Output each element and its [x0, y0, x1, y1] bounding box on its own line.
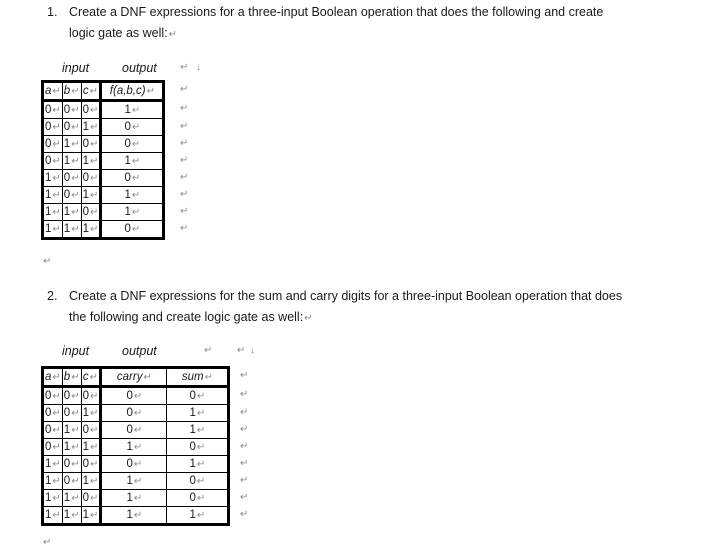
table-row — [43, 473, 229, 490]
table-cell: 1↵ — [81, 153, 101, 170]
cell-mark-icon: ↵ — [52, 122, 61, 133]
table-cell: 1↵ — [101, 187, 164, 204]
table-cell: 0↵ — [167, 387, 229, 405]
row-end-mark-icon: ↵ — [240, 406, 249, 418]
table-cell: 1↵ — [81, 187, 101, 204]
cell-mark-icon: ↵ — [52, 391, 61, 402]
table-2-header-mark2-icon: ↵ — [237, 345, 246, 356]
table-cell: 0↵ — [62, 405, 81, 422]
table-cell: 1↵ — [62, 507, 81, 525]
table-cell: 0↵ — [62, 119, 81, 136]
table-cell: 0↵ — [167, 490, 229, 507]
cell-mark-icon: ↵ — [71, 510, 80, 521]
cell-mark-icon: ↵ — [133, 442, 143, 453]
column-header: c↵ — [81, 82, 101, 101]
table-cell: 0↵ — [62, 473, 81, 490]
table-cell: 0↵ — [43, 101, 63, 119]
cell-mark-icon: ↵ — [90, 105, 99, 116]
row-end-mark-icon: ↵ — [240, 457, 249, 469]
table-cell: 1↵ — [167, 456, 229, 473]
row-end-mark-icon: ↵ — [180, 205, 189, 217]
cell-mark-icon: ↵ — [196, 476, 206, 487]
table-cell: 1↵ — [62, 490, 81, 507]
table-row — [43, 405, 229, 422]
row-end-mark-icon: ↵ — [180, 154, 189, 166]
table-row — [43, 422, 229, 439]
cell-mark-icon: ↵ — [131, 105, 141, 116]
table-header-row — [43, 82, 164, 101]
cell-mark-icon: ↵ — [196, 391, 206, 402]
row-end-mark-icon: ↵ — [240, 388, 249, 400]
column-header: carry↵ — [101, 368, 167, 387]
table-row — [43, 101, 164, 119]
cell-mark-icon: ↵ — [90, 173, 99, 184]
paragraph-mark-icon: ↵ — [304, 313, 313, 324]
table-cell: 1↵ — [81, 473, 101, 490]
cell-mark-icon: ↵ — [90, 122, 99, 133]
table-row — [43, 153, 164, 170]
column-header: f(a,b,c)↵ — [101, 82, 164, 101]
cell-mark-icon: ↵ — [133, 459, 143, 470]
cell-mark-icon: ↵ — [52, 510, 61, 521]
cell-mark-icon: ↵ — [133, 425, 143, 436]
paragraph-mark-icon: ↵ — [43, 537, 52, 548]
table-cell: 0↵ — [43, 405, 63, 422]
table-cell: 0↵ — [62, 187, 81, 204]
table-cell: 1↵ — [62, 439, 81, 456]
table-cell: 1↵ — [81, 439, 101, 456]
cell-mark-icon: ↵ — [71, 156, 80, 167]
row-end-mark-icon: ↵ — [240, 369, 249, 381]
table-cell: 0↵ — [62, 387, 81, 405]
table-cell: 1↵ — [62, 422, 81, 439]
cell-mark-icon: ↵ — [71, 122, 80, 133]
table-cell: 1↵ — [101, 153, 164, 170]
cell-mark-icon: ↵ — [90, 510, 99, 521]
cell-mark-icon: ↵ — [90, 207, 99, 218]
column-header: a↵ — [43, 82, 63, 101]
cell-mark-icon: ↵ — [71, 476, 80, 487]
cell-mark-icon: ↵ — [133, 510, 143, 521]
table-cell: 1↵ — [101, 101, 164, 119]
row-end-mark-icon: ↵ — [240, 423, 249, 435]
table-cell: 0↵ — [81, 101, 101, 119]
table-header-row — [43, 368, 229, 387]
table-row — [43, 490, 229, 507]
table-cell: 1↵ — [81, 221, 101, 239]
question-1-line-1: Create a DNF expressions for a three-input Boolean operation that does the following and create — [69, 5, 604, 19]
cell-mark-icon: ↵ — [52, 442, 61, 453]
cell-mark-icon: ↵ — [133, 476, 143, 487]
cell-mark-icon: ↵ — [146, 86, 155, 97]
table-cell: 0↵ — [81, 387, 101, 405]
question-2 — [47, 286, 697, 328]
table-cell: 0↵ — [101, 119, 164, 136]
truth-table-1 — [41, 80, 165, 240]
cell-mark-icon: ↵ — [90, 156, 99, 167]
table-row — [43, 204, 164, 221]
truth-table-2 — [41, 366, 230, 526]
cell-mark-icon: ↵ — [71, 105, 80, 116]
table-cell: 1↵ — [43, 204, 63, 221]
table-cell: 1↵ — [62, 136, 81, 153]
table-cell: 1↵ — [101, 204, 164, 221]
table-cell: 0↵ — [43, 387, 63, 405]
table-cell: 0↵ — [101, 456, 167, 473]
cell-mark-icon: ↵ — [52, 105, 61, 116]
question-1-text — [69, 2, 669, 45]
table-row — [43, 136, 164, 153]
cell-mark-icon: ↵ — [90, 459, 99, 470]
table-1-output-label: output — [122, 61, 157, 75]
cell-mark-icon: ↵ — [71, 408, 80, 419]
table-cell: 0↵ — [81, 422, 101, 439]
table-cell: 0↵ — [62, 456, 81, 473]
table-cell: 0↵ — [167, 473, 229, 490]
row-end-mark-icon: ↵ — [240, 491, 249, 503]
table-cell: 0↵ — [101, 387, 167, 405]
table-1-header-arrow-icon: ↓ — [196, 62, 201, 73]
table-1-input-label: input — [62, 61, 90, 75]
table-cell: 1↵ — [167, 422, 229, 439]
cell-mark-icon: ↵ — [52, 459, 61, 470]
paragraph-mark-icon: ↵ — [168, 29, 178, 40]
cell-mark-icon: ↵ — [90, 391, 99, 402]
cell-mark-icon: ↵ — [52, 408, 61, 419]
table-cell: 0↵ — [101, 422, 167, 439]
table-row — [43, 187, 164, 204]
column-header: a↵ — [43, 368, 63, 387]
table-row — [43, 170, 164, 187]
cell-mark-icon: ↵ — [52, 173, 61, 184]
row-end-mark-icon: ↵ — [240, 440, 249, 452]
cell-mark-icon: ↵ — [90, 425, 99, 436]
table-cell: 1↵ — [62, 204, 81, 221]
cell-mark-icon: ↵ — [131, 156, 141, 167]
table-row — [43, 456, 229, 473]
table-row — [43, 439, 229, 456]
cell-mark-icon: ↵ — [196, 459, 206, 470]
cell-mark-icon: ↵ — [204, 372, 213, 383]
column-header: sum↵ — [167, 368, 229, 387]
table-cell: 1↵ — [81, 405, 101, 422]
table-cell: 0↵ — [81, 170, 101, 187]
table-cell: 0↵ — [62, 101, 81, 119]
table-cell: 1↵ — [62, 153, 81, 170]
table-row — [43, 221, 164, 239]
column-header: c↵ — [81, 368, 101, 387]
question-2-line-2: the following and create logic gate as well: — [69, 310, 304, 324]
table-cell: 0↵ — [101, 136, 164, 153]
table-cell: 0↵ — [43, 136, 63, 153]
cell-mark-icon: ↵ — [71, 190, 80, 201]
table-cell: 0↵ — [81, 456, 101, 473]
table-cell: 1↵ — [43, 473, 63, 490]
table-cell: 0↵ — [81, 490, 101, 507]
table-cell: 0↵ — [101, 405, 167, 422]
cell-mark-icon: ↵ — [52, 86, 61, 97]
cell-mark-icon: ↵ — [90, 190, 99, 201]
question-2-number: 2. — [47, 289, 58, 303]
question-2-line-1: Create a DNF expressions for the sum and carry digits for a three-input Boolean operation that does — [69, 289, 623, 303]
table-cell: 1↵ — [43, 490, 63, 507]
column-header: b↵ — [62, 368, 81, 387]
cell-mark-icon: ↵ — [196, 425, 206, 436]
table-row — [43, 507, 229, 525]
cell-mark-icon: ↵ — [131, 207, 141, 218]
row-end-mark-icon: ↵ — [180, 137, 189, 149]
cell-mark-icon: ↵ — [133, 391, 143, 402]
cell-mark-icon: ↵ — [131, 122, 141, 133]
paragraph-mark-icon: ↵ — [43, 256, 52, 267]
cell-mark-icon: ↵ — [133, 408, 143, 419]
question-1 — [47, 2, 697, 44]
cell-mark-icon: ↵ — [52, 493, 61, 504]
table-cell: 1↵ — [43, 507, 63, 525]
cell-mark-icon: ↵ — [131, 139, 141, 150]
table-cell: 0↵ — [62, 170, 81, 187]
table-cell: 1↵ — [62, 221, 81, 239]
cell-mark-icon: ↵ — [131, 224, 141, 235]
cell-mark-icon: ↵ — [52, 207, 61, 218]
cell-mark-icon: ↵ — [71, 207, 80, 218]
cell-mark-icon: ↵ — [71, 139, 80, 150]
table-cell: 1↵ — [43, 170, 63, 187]
table-cell: 0↵ — [167, 439, 229, 456]
table-cell: 0↵ — [43, 153, 63, 170]
cell-mark-icon: ↵ — [71, 86, 80, 97]
cell-mark-icon: ↵ — [71, 442, 80, 453]
table-cell: 1↵ — [43, 221, 63, 239]
table-2-input-label: input — [62, 344, 90, 358]
table-cell: 0↵ — [101, 170, 164, 187]
table-cell: 1↵ — [81, 507, 101, 525]
table-2-output-label: output — [122, 344, 157, 358]
cell-mark-icon: ↵ — [90, 442, 99, 453]
row-end-mark-icon: ↵ — [180, 102, 189, 114]
row-end-mark-icon: ↵ — [240, 508, 249, 520]
table-1-header-mark-icon: ↵ — [180, 62, 189, 73]
table-cell: 1↵ — [43, 456, 63, 473]
row-end-mark-icon: ↵ — [180, 120, 189, 132]
question-1-number: 1. — [47, 5, 58, 19]
cell-mark-icon: ↵ — [143, 372, 152, 383]
cell-mark-icon: ↵ — [90, 224, 99, 235]
table-cell: 1↵ — [81, 119, 101, 136]
cell-mark-icon: ↵ — [90, 139, 99, 150]
row-end-mark-icon: ↵ — [180, 222, 189, 234]
table-row — [43, 387, 229, 405]
cell-mark-icon: ↵ — [90, 408, 99, 419]
table-cell: 0↵ — [81, 136, 101, 153]
table-cell: 1↵ — [101, 439, 167, 456]
table-cell: 0↵ — [81, 204, 101, 221]
cell-mark-icon: ↵ — [52, 190, 61, 201]
table-cell: 1↵ — [101, 507, 167, 525]
table-cell: 0↵ — [43, 439, 63, 456]
cell-mark-icon: ↵ — [131, 173, 141, 184]
table-cell: 1↵ — [101, 490, 167, 507]
cell-mark-icon: ↵ — [52, 372, 61, 383]
cell-mark-icon: ↵ — [90, 476, 99, 487]
table-cell: 0↵ — [43, 422, 63, 439]
cell-mark-icon: ↵ — [196, 493, 206, 504]
cell-mark-icon: ↵ — [71, 459, 80, 470]
cell-mark-icon: ↵ — [89, 372, 99, 383]
cell-mark-icon: ↵ — [131, 190, 141, 201]
cell-mark-icon: ↵ — [71, 173, 80, 184]
row-end-mark-icon: ↵ — [180, 171, 189, 183]
cell-mark-icon: ↵ — [71, 493, 80, 504]
table-cell: 1↵ — [101, 473, 167, 490]
cell-mark-icon: ↵ — [196, 408, 206, 419]
table-cell: 1↵ — [43, 187, 63, 204]
cell-mark-icon: ↵ — [196, 510, 206, 521]
cell-mark-icon: ↵ — [196, 442, 206, 453]
cell-mark-icon: ↵ — [71, 224, 80, 235]
cell-mark-icon: ↵ — [133, 493, 143, 504]
cell-mark-icon: ↵ — [52, 224, 61, 235]
cell-mark-icon: ↵ — [52, 156, 61, 167]
table-row — [43, 119, 164, 136]
cell-mark-icon: ↵ — [90, 493, 99, 504]
cell-mark-icon: ↵ — [71, 372, 80, 383]
cell-mark-icon: ↵ — [71, 391, 80, 402]
table-cell: 0↵ — [101, 221, 164, 239]
question-1-line-2: logic gate as well: — [69, 26, 168, 40]
table-cell: 1↵ — [167, 405, 229, 422]
cell-mark-icon: ↵ — [89, 86, 99, 97]
table-2-header-mark-icon: ↵ — [204, 345, 213, 356]
table-2-header-arrow-icon: ↓ — [250, 345, 255, 356]
table-cell: 1↵ — [167, 507, 229, 525]
cell-mark-icon: ↵ — [52, 476, 61, 487]
cell-mark-icon: ↵ — [52, 425, 61, 436]
row-end-mark-icon: ↵ — [180, 83, 189, 95]
cell-mark-icon: ↵ — [52, 139, 61, 150]
row-end-mark-icon: ↵ — [240, 474, 249, 486]
cell-mark-icon: ↵ — [71, 425, 80, 436]
row-end-mark-icon: ↵ — [180, 188, 189, 200]
question-2-text — [69, 286, 669, 329]
table-cell: 0↵ — [43, 119, 63, 136]
column-header: b↵ — [62, 82, 81, 101]
